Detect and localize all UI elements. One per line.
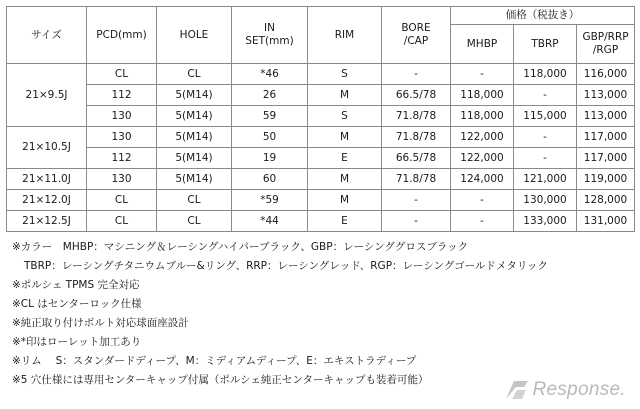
hole-cell: 5(M14) [157, 127, 232, 148]
note-center-lock: ※CL はセンターロック仕様 [12, 298, 142, 310]
header-price-group: 価格（税抜き） [451, 7, 635, 25]
tbrp-cell: - [514, 127, 577, 148]
table-row [7, 169, 635, 190]
header-gbp-line2: /RGP [592, 44, 619, 56]
size-cell: 21×9.5J [7, 64, 87, 127]
pcd-cell: CL [87, 64, 157, 85]
header-inset [232, 7, 308, 64]
bore-cell: 71.8/78 [382, 106, 451, 127]
bore-cell: 66.5/78 [382, 85, 451, 106]
pcd-cell: 112 [87, 85, 157, 106]
note-color: ※カラー MHBP：マシニング＆レーシングハイパーブラック、GBP：レーシンググロスブラック [12, 241, 469, 253]
bore-cell: - [382, 190, 451, 211]
header-mhbp: MHBP [451, 25, 514, 64]
gbp-cell: 131,000 [577, 211, 635, 232]
bore-cell: 66.5/78 [382, 148, 451, 169]
pcd-cell: 130 [87, 106, 157, 127]
mhbp-cell: 122,000 [451, 148, 514, 169]
gbp-cell: 117,000 [577, 127, 635, 148]
hole-cell: 5(M14) [157, 169, 232, 190]
table-row [7, 64, 635, 85]
size-cell: 21×11.0J [7, 169, 87, 190]
hole-cell: CL [157, 190, 232, 211]
tbrp-cell: 118,000 [514, 64, 577, 85]
note-knurl: ※*印はローレット加工あり [12, 336, 142, 348]
pcd-cell: 112 [87, 148, 157, 169]
wheel-spec-table [6, 6, 635, 232]
bore-cell: 71.8/78 [382, 127, 451, 148]
mhbp-cell: - [451, 211, 514, 232]
bore-cell: - [382, 64, 451, 85]
response-watermark [504, 379, 626, 401]
tbrp-cell: 121,000 [514, 169, 577, 190]
inset-cell: 60 [232, 169, 308, 190]
gbp-cell: 117,000 [577, 148, 635, 169]
inset-cell: 59 [232, 106, 308, 127]
header-size: サイズ [7, 7, 87, 64]
tbrp-cell: - [514, 148, 577, 169]
hole-cell: CL [157, 211, 232, 232]
table-row [7, 127, 635, 148]
gbp-cell: 113,000 [577, 85, 635, 106]
gbp-cell: 113,000 [577, 106, 635, 127]
header-inset-line1: IN [264, 22, 275, 34]
header-bore-line2: /CAP [403, 35, 429, 47]
inset-cell: *59 [232, 190, 308, 211]
rim-cell: E [308, 211, 382, 232]
header-inset-line2: SET(mm) [245, 35, 294, 47]
bore-cell: - [382, 211, 451, 232]
header-gbp-line1: GBP/RRP [582, 31, 629, 43]
table-row [7, 106, 635, 127]
gbp-cell: 116,000 [577, 64, 635, 85]
rim-cell: M [308, 85, 382, 106]
inset-cell: 19 [232, 148, 308, 169]
hole-cell: 5(M14) [157, 85, 232, 106]
size-cell: 21×12.5J [7, 211, 87, 232]
hole-cell: CL [157, 64, 232, 85]
table-row [7, 211, 635, 232]
header-hole: HOLE [157, 7, 232, 64]
rim-cell: E [308, 148, 382, 169]
notes-section [12, 238, 612, 390]
mhbp-cell: 122,000 [451, 127, 514, 148]
gbp-cell: 128,000 [577, 190, 635, 211]
gbp-cell: 119,000 [577, 169, 635, 190]
inset-cell: *46 [232, 64, 308, 85]
note-color-continued: TBRP：レーシングチタニウムブルー&リング、RRP：レーシングレッド、RGP：レーシングゴールドメタリック [24, 260, 548, 272]
pcd-cell: 130 [87, 127, 157, 148]
header-gbp [577, 25, 635, 64]
table-row [7, 148, 635, 169]
tbrp-cell: 130,000 [514, 190, 577, 211]
note-bolt-seat: ※純正取り付けボルト対応球面座設計 [12, 317, 189, 329]
note-tpms: ※ポルシェ TPMS 完全対応 [12, 279, 140, 291]
mhbp-cell: - [451, 190, 514, 211]
hole-cell: 5(M14) [157, 148, 232, 169]
header-tbrp: TBRP [514, 25, 577, 64]
pcd-cell: CL [87, 211, 157, 232]
tbrp-cell: - [514, 85, 577, 106]
hole-cell: 5(M14) [157, 106, 232, 127]
pcd-cell: CL [87, 190, 157, 211]
rim-cell: M [308, 190, 382, 211]
header-bore [382, 7, 451, 64]
table-row [7, 85, 635, 106]
response-logo-icon [504, 379, 530, 401]
rim-cell: S [308, 106, 382, 127]
inset-cell: 26 [232, 85, 308, 106]
inset-cell: 50 [232, 127, 308, 148]
mhbp-cell: 118,000 [451, 85, 514, 106]
mhbp-cell: - [451, 64, 514, 85]
inset-cell: *44 [232, 211, 308, 232]
note-rim: ※リム S：スタンダードディープ、M：ミディアムディープ、E：エキストラディープ [12, 355, 417, 367]
bore-cell: 71.8/78 [382, 169, 451, 190]
header-rim: RIM [308, 7, 382, 64]
header-bore-line1: BORE [401, 22, 431, 34]
mhbp-cell: 124,000 [451, 169, 514, 190]
watermark-text: Response. [532, 379, 626, 400]
pcd-cell: 130 [87, 169, 157, 190]
rim-cell: M [308, 169, 382, 190]
table-row [7, 190, 635, 211]
size-cell: 21×12.0J [7, 190, 87, 211]
tbrp-cell: 115,000 [514, 106, 577, 127]
header-pcd: PCD(mm) [87, 7, 157, 64]
rim-cell: M [308, 127, 382, 148]
size-cell: 21×10.5J [7, 127, 87, 169]
note-center-cap: ※5 穴仕様には専用センターキャップ付属（ポルシェ純正センターキャップも装着可能） [12, 374, 429, 386]
tbrp-cell: 133,000 [514, 211, 577, 232]
rim-cell: S [308, 64, 382, 85]
mhbp-cell: 118,000 [451, 106, 514, 127]
